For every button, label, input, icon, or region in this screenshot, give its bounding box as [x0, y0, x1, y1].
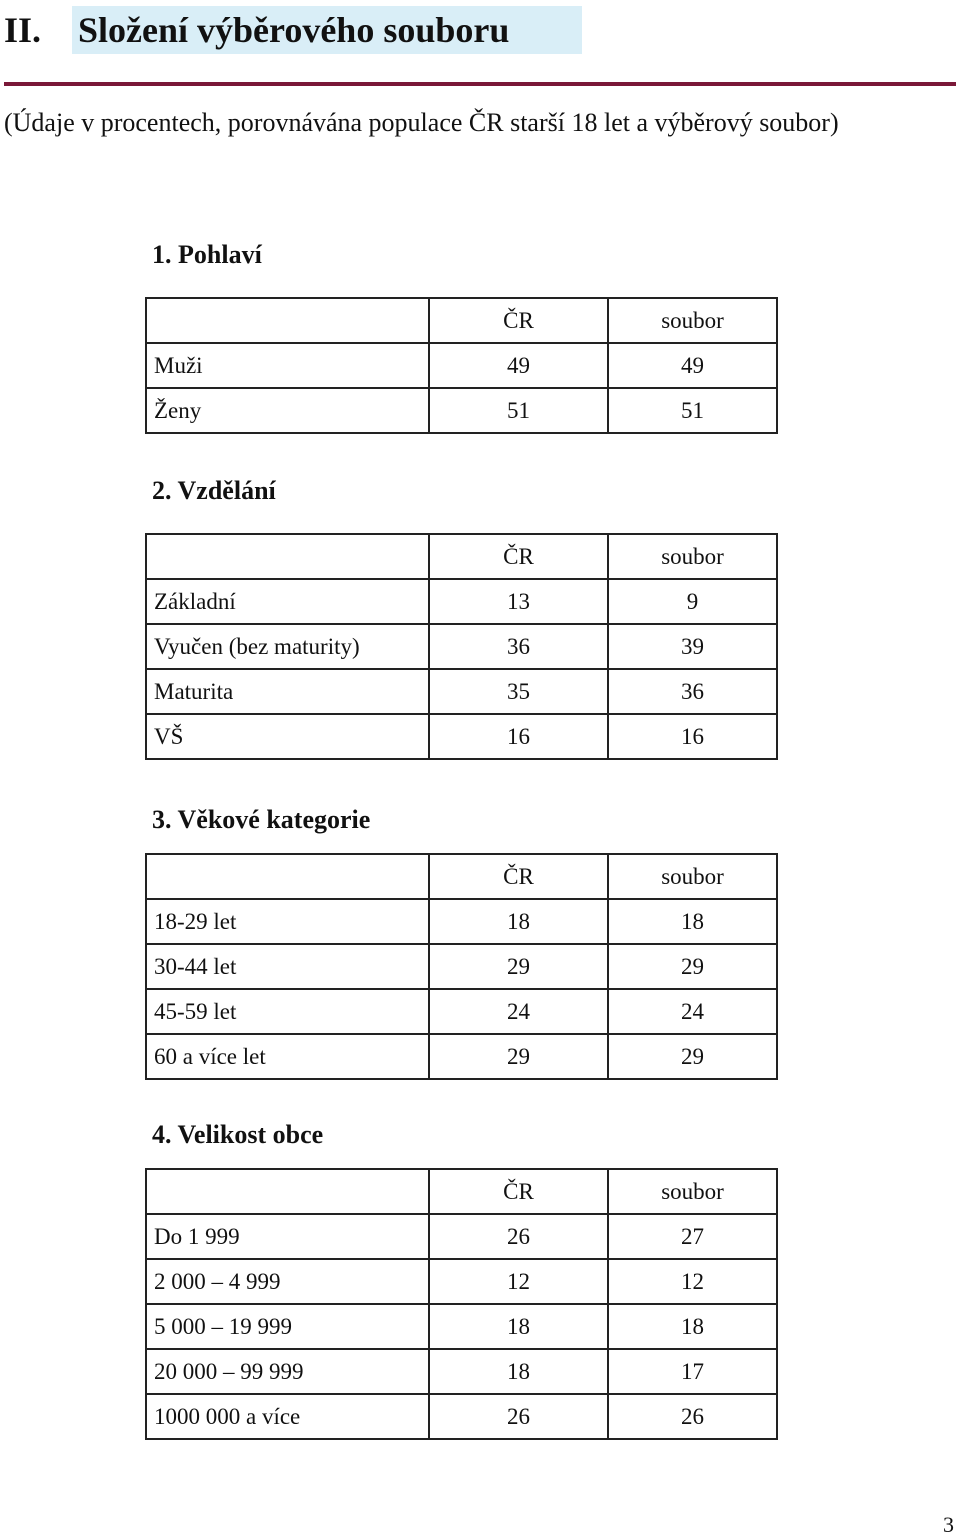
soubor-value: 51 [608, 388, 777, 433]
soubor-value: 16 [608, 714, 777, 759]
soubor-value: 29 [608, 1034, 777, 1079]
table-row [146, 1349, 777, 1394]
cr-value: 26 [429, 1214, 608, 1259]
cr-value: 12 [429, 1259, 608, 1304]
row-label: 30-44 let [146, 944, 429, 989]
table-row [146, 1394, 777, 1439]
soubor-value: 18 [608, 1304, 777, 1349]
soubor-value: 12 [608, 1259, 777, 1304]
cr-value: 18 [429, 1304, 608, 1349]
header-cell: ČR [429, 534, 608, 579]
row-label: 20 000 – 99 999 [146, 1349, 429, 1394]
header-cell: soubor [608, 298, 777, 343]
row-label: 2 000 – 4 999 [146, 1259, 429, 1304]
table-pohlavi [145, 297, 778, 434]
cr-value: 18 [429, 899, 608, 944]
table-row [146, 1034, 777, 1079]
table-row [146, 669, 777, 714]
header-cell: ČR [429, 298, 608, 343]
row-label: Vyučen (bez maturity) [146, 624, 429, 669]
cr-value: 51 [429, 388, 608, 433]
cr-value: 26 [429, 1394, 608, 1439]
header-cell [146, 854, 429, 899]
cr-value: 13 [429, 579, 608, 624]
header-cell: soubor [608, 534, 777, 579]
table-row [146, 388, 777, 433]
section-title-vekove-kategorie: 3. Věkové kategorie [152, 805, 371, 834]
section-title-vzdelani: 2. Vzdělání [152, 476, 276, 505]
table-row [146, 989, 777, 1034]
soubor-value: 29 [608, 944, 777, 989]
heading-divider [4, 82, 956, 86]
row-label: Základní [146, 579, 429, 624]
row-label: Maturita [146, 669, 429, 714]
row-label: Muži [146, 343, 429, 388]
header-cell [146, 534, 429, 579]
cr-value: 18 [429, 1349, 608, 1394]
row-label: 1000 000 a více [146, 1394, 429, 1439]
table-row [146, 579, 777, 624]
cr-value: 35 [429, 669, 608, 714]
row-label: Do 1 999 [146, 1214, 429, 1259]
soubor-value: 27 [608, 1214, 777, 1259]
cr-value: 49 [429, 343, 608, 388]
table-header-row [146, 854, 777, 899]
header-cell: ČR [429, 1169, 608, 1214]
row-label: Ženy [146, 388, 429, 433]
table-row [146, 1304, 777, 1349]
heading-number: II. [0, 6, 72, 54]
cr-value: 36 [429, 624, 608, 669]
soubor-value: 36 [608, 669, 777, 714]
soubor-value: 26 [608, 1394, 777, 1439]
cr-value: 16 [429, 714, 608, 759]
header-cell: soubor [608, 854, 777, 899]
table-row [146, 899, 777, 944]
table-row [146, 1214, 777, 1259]
soubor-value: 24 [608, 989, 777, 1034]
section-title-velikost-obce: 4. Velikost obce [152, 1120, 324, 1149]
header-cell [146, 1169, 429, 1214]
table-header-row [146, 534, 777, 579]
soubor-value: 18 [608, 899, 777, 944]
cr-value: 29 [429, 944, 608, 989]
header-cell: ČR [429, 854, 608, 899]
cr-value: 24 [429, 989, 608, 1034]
table-header-row [146, 1169, 777, 1214]
page-number: 3 [943, 1512, 954, 1537]
page-subtitle: (Údaje v procentech, porovnávána populace ČR starší 18 let a výběrový soubor) [4, 108, 839, 137]
table-header-row [146, 298, 777, 343]
table-row [146, 343, 777, 388]
row-label: 60 a více let [146, 1034, 429, 1079]
row-label: VŠ [146, 714, 429, 759]
header-cell [146, 298, 429, 343]
row-label: 18-29 let [146, 899, 429, 944]
table-row [146, 714, 777, 759]
table-row [146, 624, 777, 669]
section-heading [0, 6, 582, 54]
soubor-value: 9 [608, 579, 777, 624]
heading-title: Složení výběrového souboru [72, 6, 582, 54]
table-vzdelani [145, 533, 778, 760]
row-label: 5 000 – 19 999 [146, 1304, 429, 1349]
cr-value: 29 [429, 1034, 608, 1079]
soubor-value: 49 [608, 343, 777, 388]
soubor-value: 17 [608, 1349, 777, 1394]
section-title-pohlavi: 1. Pohlaví [152, 240, 262, 269]
row-label: 45-59 let [146, 989, 429, 1034]
table-velikost-obce [145, 1168, 778, 1440]
table-row [146, 1259, 777, 1304]
table-row [146, 944, 777, 989]
soubor-value: 39 [608, 624, 777, 669]
table-vekove-kategorie [145, 853, 778, 1080]
header-cell: soubor [608, 1169, 777, 1214]
